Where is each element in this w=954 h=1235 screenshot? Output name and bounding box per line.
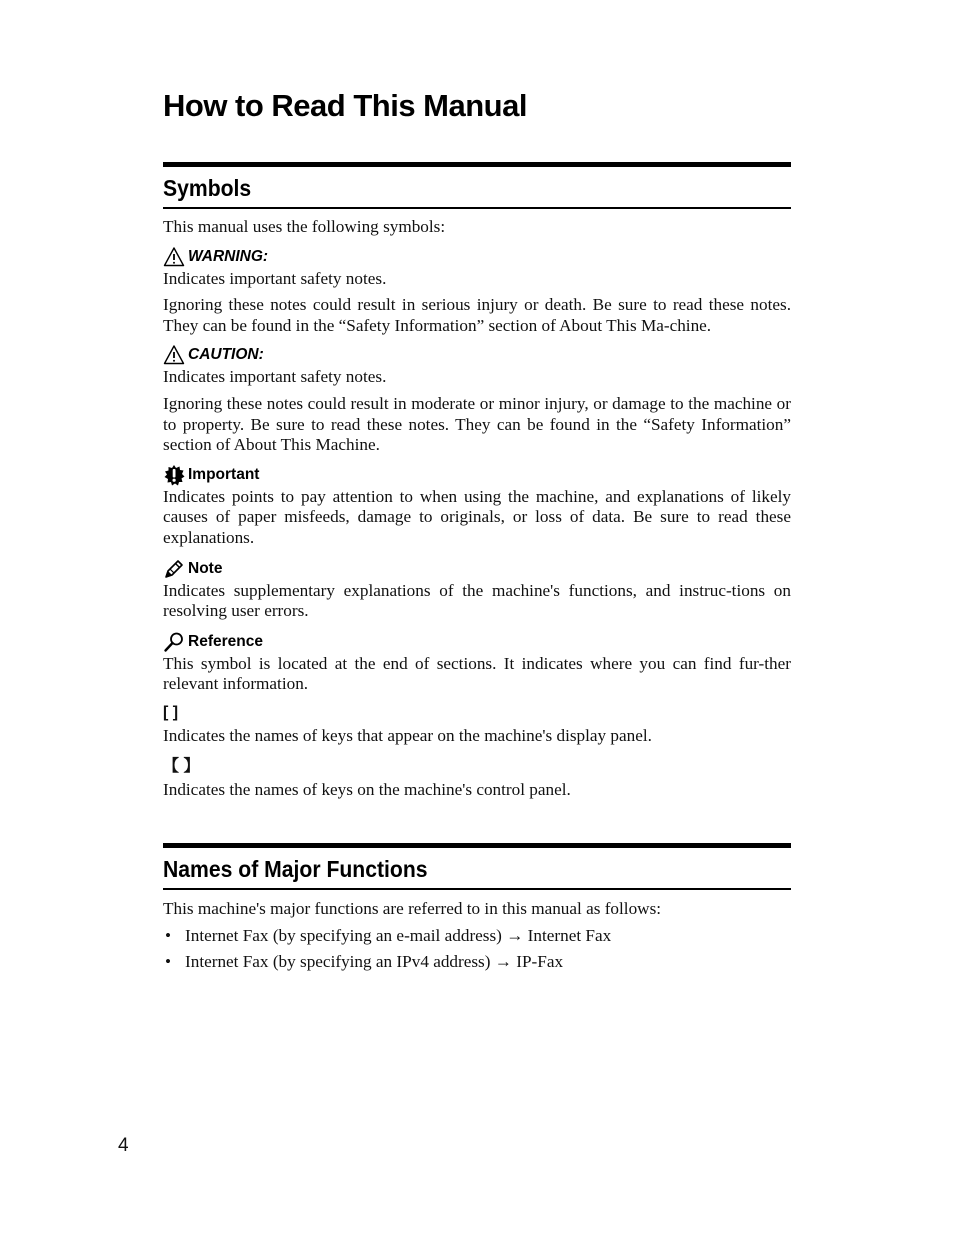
- warning-detail: Ignoring these notes could result in serious injury or death. Be sure to read these notes. They can be found in the “Safety Information” section of About This Ma-chine.: [163, 295, 791, 335]
- important-label: Important: [188, 465, 260, 483]
- pencil-icon: [163, 558, 185, 580]
- magnifier-icon: [163, 631, 185, 653]
- warning-label: WARNING:: [188, 247, 269, 265]
- reference-description: This symbol is located at the end of sections. It indicates where you can find fur-ther relevant information.: [163, 653, 791, 694]
- section-divider-thin: [163, 207, 791, 209]
- caution-heading: [163, 343, 791, 367]
- caution-label: CAUTION:: [188, 346, 264, 364]
- page-number: 4: [118, 1135, 129, 1156]
- important-badge-icon: [163, 464, 185, 486]
- caution-detail: Ignoring these notes could result in moderate or minor injury, or damage to the machine or to property. Be sure to read these notes. They can be found in the “Safety Information” section of About This Machine.: [163, 393, 791, 455]
- note-heading: [163, 557, 791, 581]
- square-brackets-symbol: [ ]: [163, 703, 179, 721]
- note-label: Note: [188, 559, 223, 577]
- functions-intro: This machine's major functions are referred to in this manual as follows:: [163, 899, 662, 918]
- list-item: • Internet Fax (by specifying an IPv4 address) → IP-Fax: [165, 952, 564, 972]
- reference-heading: [163, 630, 791, 654]
- functions-list: [163, 926, 791, 973]
- reference-label: Reference: [188, 632, 263, 650]
- square-brackets-description: Indicates the names of keys that appear on the machine's display panel.: [163, 725, 652, 745]
- function-item-text: Internet Fax (by specifying an e-mail address) → Internet Fax: [185, 925, 612, 945]
- warning-description: Indicates important safety notes.: [163, 268, 387, 288]
- section-divider-thin: [163, 888, 791, 890]
- warning-heading: [163, 245, 791, 269]
- symbols-section: [163, 162, 791, 800]
- lenticular-brackets-symbol: 【 】: [163, 757, 200, 775]
- caution-description: Indicates important safety notes.: [163, 367, 387, 387]
- caution-triangle-icon: [163, 344, 185, 366]
- page-title: How to Read This Manual: [163, 88, 527, 123]
- functions-section: [163, 843, 791, 979]
- note-description: Indicates supplementary explanations of the machine's functions, and instruc-tions on resolving user errors.: [163, 580, 791, 621]
- list-item: • Internet Fax (by specifying an e-mail address) → Internet Fax: [165, 925, 612, 945]
- section-heading-symbols: Symbols: [163, 175, 252, 201]
- important-heading: [163, 463, 791, 487]
- warning-triangle-icon: [163, 246, 185, 268]
- section-heading-functions: Names of Major Functions: [163, 856, 428, 882]
- important-description: Indicates points to pay attention to when using the machine, and explanations of likely causes of paper misfeeds, damage to originals, or loss of data. Be sure to read these explanations.: [163, 486, 791, 547]
- symbols-intro: This manual uses the following symbols:: [163, 217, 446, 236]
- function-item-text: Internet Fax (by specifying an IPv4 address) → IP-Fax: [185, 952, 564, 972]
- lenticular-brackets-description: Indicates the names of keys on the machine's control panel.: [163, 779, 571, 799]
